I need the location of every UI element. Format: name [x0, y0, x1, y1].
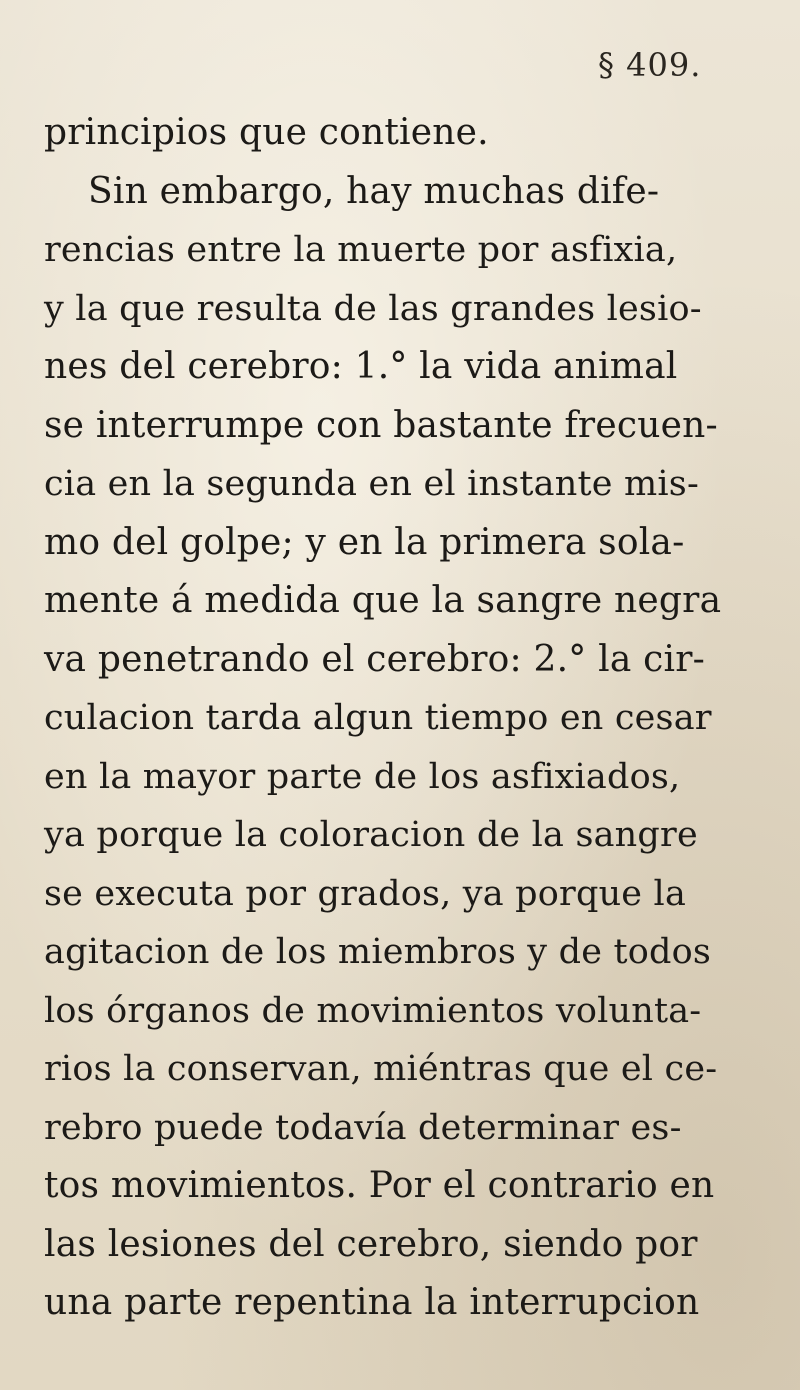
text-line: culacion tarda algun tiempo en cesar [44, 698, 712, 738]
text-line: mo del golpe; y en la primera sola- [44, 521, 685, 563]
text-line: los órganos de movimientos volunta- [44, 990, 702, 1031]
text-line: rios la conservan, miéntras que el ce- [44, 1049, 718, 1089]
text-line: una parte repentina la interrupcion [44, 1282, 700, 1323]
text-line: se executa por grados, ya porque la [44, 873, 687, 914]
text-line: agitacion de los miembros y de todos [44, 932, 712, 972]
text-line: rebro puede todavía determinar es- [44, 1107, 682, 1148]
text-line: Sin embargo, hay muchas dife- [88, 170, 660, 212]
text-line: cia en la segunda en el instante mis- [44, 464, 699, 504]
page-number: § 409. [598, 46, 702, 84]
text-line: y la que resulta de las grandes lesio- [44, 288, 702, 329]
text-line: nes del cerebro: 1.° la vida animal [44, 346, 678, 387]
text-line: ya porque la coloracion de la sangre [44, 815, 698, 855]
text-line: se interrumpe con bastante frecuen- [44, 404, 718, 446]
text-line: las lesiones del cerebro, siendo por [44, 1223, 698, 1265]
text-line: en la mayor parte de los asfixiados, [44, 756, 681, 797]
text-line: principios que contiene. [44, 112, 489, 153]
text-line: mente á medida que la sangre negra [44, 580, 722, 621]
text-line: rencias entre la muerte por asfixia, [44, 230, 678, 270]
body-text [44, 104, 774, 1333]
text-line: tos movimientos. Por el contrario en [44, 1165, 715, 1206]
text-line: va penetrando el cerebro: 2.° la cir- [44, 638, 705, 680]
